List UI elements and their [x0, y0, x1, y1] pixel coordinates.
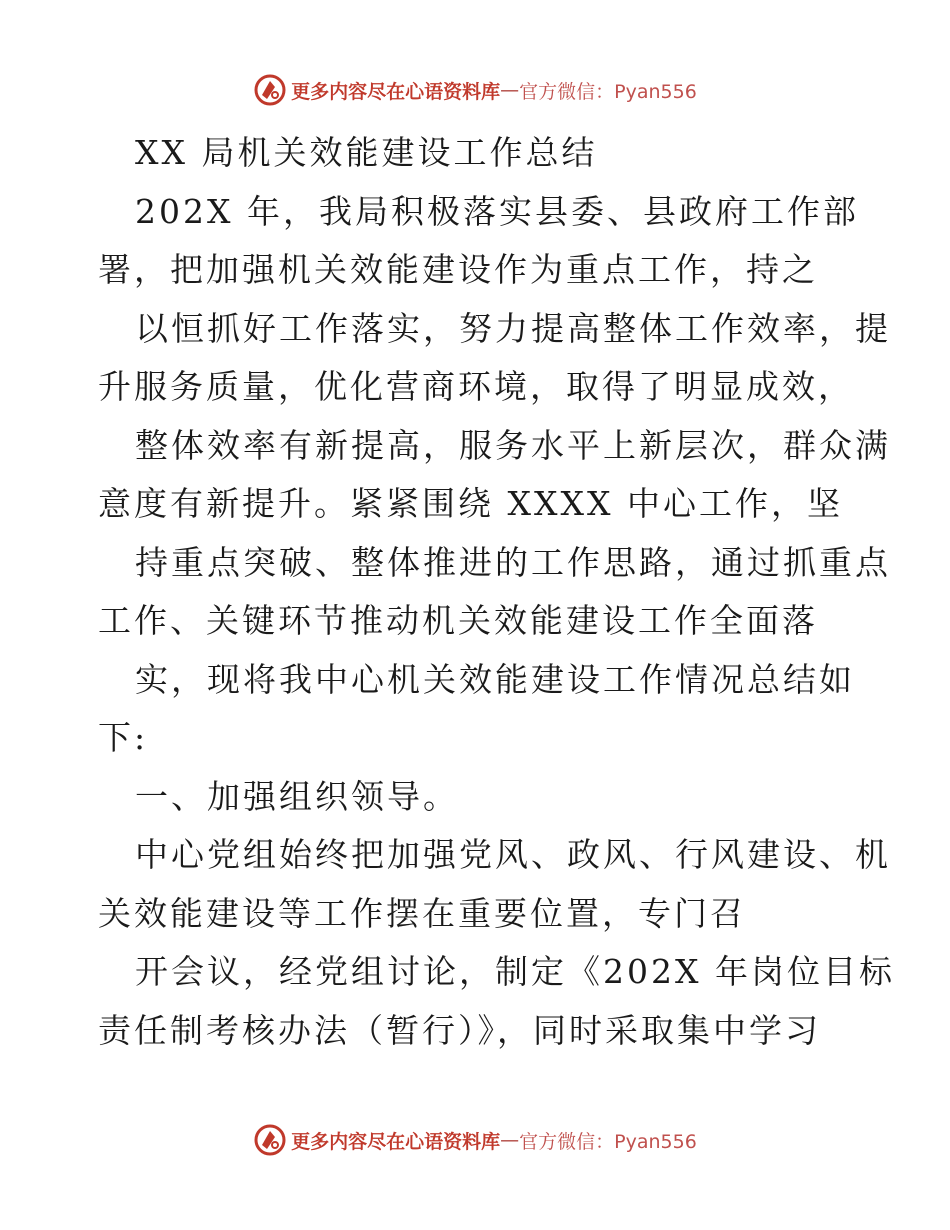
text-line: 实，现将我中心机关效能建设工作情况总结如	[135, 659, 855, 699]
library-logo-icon	[253, 1123, 287, 1157]
library-logo-icon	[253, 73, 287, 107]
text-line: 署，把加强机关效能建设作为重点工作，持之	[98, 250, 818, 289]
text-line: 持重点突破、整体推进的工作思路，通过抓重点	[135, 542, 891, 582]
watermark-separator: —	[500, 79, 520, 101]
text-line: 下:	[98, 718, 149, 757]
text-line: 意度有新提升。紧紧围绕 XXXX 中心工作，坚	[98, 484, 843, 523]
watermark-banner-top	[0, 70, 950, 110]
text-line: 升服务质量，优化营商环境，取得了明显成效，	[98, 367, 854, 406]
text-line: 一、加强组织领导。	[135, 776, 459, 816]
watermark-library-text: 更多内容尽在心语资料库	[291, 80, 501, 103]
document-title: XX 局机关效能建设工作总结	[135, 133, 598, 172]
text-line: 中心党组始终把加强党风、政风、行风建设、机	[135, 835, 891, 874]
watermark-library-text: 更多内容尽在心语资料库	[291, 1130, 501, 1153]
text-line: 202X 年，我局积极落实县委、县政府工作部	[135, 191, 859, 231]
text-line: 工作、关键环节推动机关效能建设工作全面落	[98, 601, 818, 640]
text-line: 以恒抓好工作落实，努力提高整体工作效率，提	[135, 308, 891, 348]
text-line: 责任制考核办法（暂行）》，同时采取集中学习	[98, 1010, 821, 1050]
watermark-wechat-text: 官方微信：Pyan556	[519, 80, 697, 103]
watermark-wechat-text: 官方微信：Pyan556	[519, 1130, 697, 1153]
text-line: 整体效率有新提高，服务水平上新层次，群众满	[135, 425, 891, 465]
text-line: 开会议，经党组讨论，制定《202X 年岗位目标	[135, 952, 895, 991]
watermark-banner-bottom	[0, 1120, 950, 1160]
watermark-separator: —	[500, 1129, 520, 1151]
document-body	[98, 124, 898, 1060]
text-line: 关效能建设等工作摆在重要位置，专门召	[98, 893, 746, 933]
